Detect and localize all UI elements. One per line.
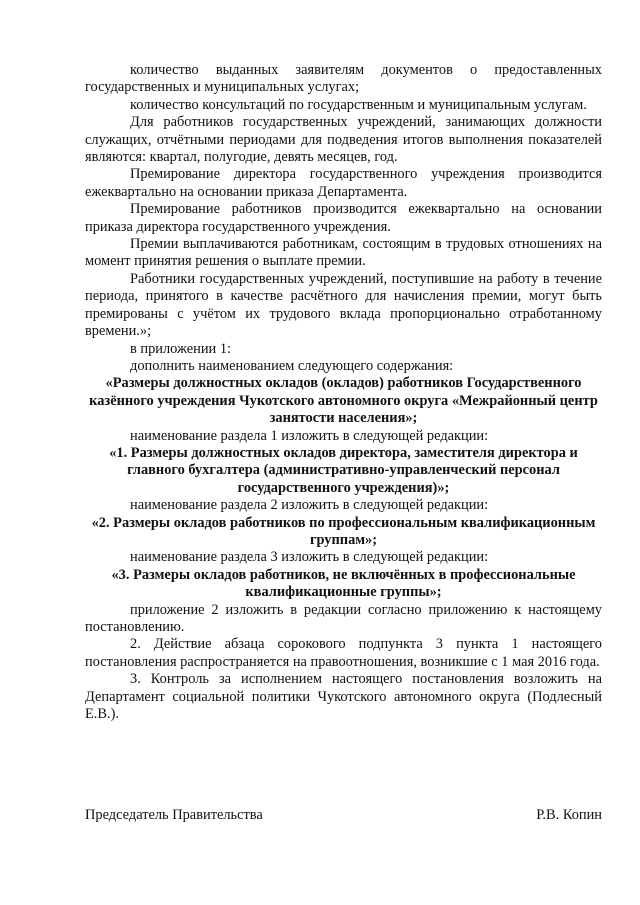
paragraph: наименование раздела 2 изложить в следующей редакции:: [130, 497, 489, 514]
paragraph: дополнить наименованием следующего содержания:: [130, 357, 454, 374]
paragraph: 3. Контроль за исполнением настоящего постановления возложить на Департамент социальной политики Чукотского автономного округа (Подлесный Е.В.).: [85, 671, 602, 723]
signature-name: Р.В. Копин: [536, 807, 602, 823]
paragraph: в приложении 1:: [130, 340, 232, 357]
bold-heading: «3. Размеры окладов работников, не включённых в профессиональные квалификационные группы»;: [111, 566, 576, 601]
paragraph: Работники государственных учреждений, поступившие на работу в течение периода, принятого в качестве расчётного для начисления премии, могут быть премированы с учётом их трудового вклада пропорционально отработанному времени.»;: [85, 270, 602, 340]
signature-position: Председатель Правительства: [85, 807, 263, 823]
paragraph: количество консультаций по государственным и муниципальным услугам.: [130, 96, 587, 113]
paragraph: приложение 2 изложить в редакции согласно приложению к настоящему постановлению.: [85, 601, 602, 635]
paragraph: наименование раздела 3 изложить в следующей редакции:: [130, 549, 489, 566]
bold-heading: «1. Размеры должностных окладов директора, заместителя директора и главного бухгалтера (административно-управленческий персонал государственного учреждения)»;: [109, 444, 578, 496]
paragraph: Премирование директора государственного учреждения производится ежеквартально на основании приказа Департамента.: [85, 166, 602, 200]
document-body: [85, 62, 602, 723]
paragraph: количество выданных заявителям документов о предоставленных государственных и муниципальных услугах;: [85, 62, 602, 96]
paragraph: Премирование работников производится ежеквартально на основании приказа директора государственного учреждения.: [85, 201, 602, 235]
paragraph: Для работников государственных учреждений, занимающих должности служащих, отчётными периодами для подведения итогов выполнения показателей являются: квартал, полугодие, девять месяцев, год.: [85, 114, 602, 166]
bold-heading: «2. Размеры окладов работников по профессиональным квалификационным группам»;: [91, 514, 596, 548]
paragraph: наименование раздела 1 изложить в следующей редакции:: [130, 427, 489, 444]
paragraph: Премии выплачиваются работникам, состоящим в трудовых отношениях на момент принятия решения о выплате премии.: [85, 236, 602, 270]
paragraph: 2. Действие абзаца сорокового подпункта 3 пункта 1 настоящего постановления распространяется на правоотношения, возникшие с 1 мая 2016 года.: [85, 636, 602, 670]
bold-heading: «Размеры должностных окладов (окладов) работников Государственного казённого учреждения Чукотского автономного округа «Межрайонный центр занятости населения»;: [89, 375, 598, 427]
